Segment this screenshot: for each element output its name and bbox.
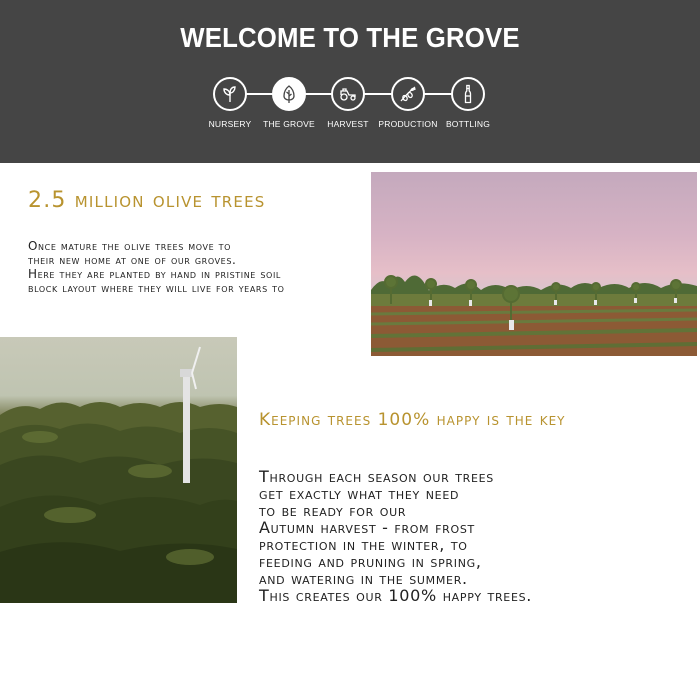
bottle-icon [458,84,478,104]
grove-frost-fan-scene [0,337,237,603]
body-line: protection in the winter, to [259,535,468,554]
step-label-the-grove[interactable]: THE GROVE [263,119,315,129]
sprout-icon [220,84,240,104]
body-line: Autumn harvest - from frost [259,518,475,537]
body-line: get exactly what they need [259,484,460,503]
body-line: feeding and pruning in spring, [259,552,482,571]
step-label-nursery[interactable]: NURSERY [208,119,252,129]
step-the-grove[interactable] [272,77,306,111]
body-line: Once mature the olive trees move to [28,239,232,253]
step-production[interactable] [391,77,425,111]
body-line: to be ready for our [259,501,407,520]
body-line: and watering in the summer. [259,569,468,588]
grove-dusk-scene [371,172,697,356]
tractor-icon [338,84,358,104]
tree-icon [279,84,299,104]
step-harvest[interactable] [331,77,365,111]
grove-dusk-photo [371,172,697,356]
step-nursery[interactable] [213,77,247,111]
body-line: This creates our 100% happy trees. [259,586,533,605]
section-heading-olive-trees: 2.5 million olive trees [28,188,266,213]
grove-frost-fan-photo [0,337,237,603]
step-label-harvest[interactable]: HARVEST [327,119,369,129]
step-label-bottling[interactable]: BOTTLING [445,119,491,129]
section-body-happy-trees [259,468,679,604]
olive-branch-icon [398,84,418,104]
step-label-production[interactable]: PRODUCTION [378,119,438,129]
body-line: Through each season our trees [259,467,494,486]
header-banner [0,0,700,163]
section-heading-happy-trees: Keeping trees 100% happy is the key [259,410,566,430]
body-line: Here they are planted by hand in pristine soil [28,267,281,281]
page-title: WELCOME TO THE GROVE [180,22,520,53]
body-line: their new home at one of our groves. [28,253,237,267]
step-bottling[interactable] [451,77,485,111]
section-body-olive-trees [28,239,362,295]
body-line: block layout where they will live for years to [28,281,285,295]
